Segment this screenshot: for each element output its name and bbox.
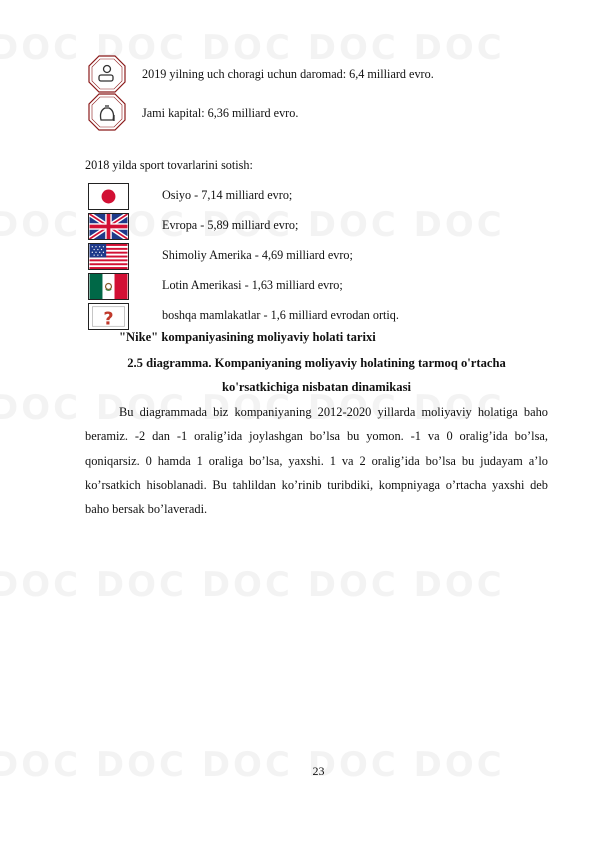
japan-flag-icon [88, 183, 129, 210]
question-mark-icon [88, 303, 129, 330]
money-bag-icon [88, 93, 126, 131]
capital-line: Jami kapital: 6,36 milliard evro. [142, 106, 299, 120]
region-asia: Osiyo - 7,14 milliard evro; [162, 188, 293, 202]
sales-heading: 2018 yilda sport tovarlarini sotish: [85, 158, 253, 172]
region-latin-america: Lotin Amerikasi - 1,63 milliard evro; [162, 278, 343, 292]
income-line: 2019 yilning uch choragi uchun daromad: 6,4 milliard evro. [142, 67, 434, 81]
usa-flag-icon [88, 243, 129, 270]
diagram-caption-line1: 2.5 diagramma. Kompaniyaning moliyaviy holatining tarmoq o'rtacha [127, 356, 506, 370]
section-title: "Nike" kompaniyasining moliyaviy holati tarixi [119, 330, 376, 344]
region-europe: Evropa - 5,89 milliard evro; [162, 218, 299, 232]
region-north-america: Shimoliy Amerika - 4,69 milliard evro; [162, 248, 353, 262]
page-number: 23 [312, 764, 325, 778]
region-other: boshqa mamlakatlar - 1,6 milliard evrodan ortiq. [162, 308, 399, 322]
hand-coin-icon [88, 55, 126, 93]
uk-flag-icon [88, 213, 129, 240]
mexico-flag-icon [88, 273, 129, 300]
body-paragraph: Bu diagrammada biz kompaniyaning 2012-2020 yillarda moliyaviy holatiga baho beramiz. -2 dan -1 oralig’ida joylashgan bo’lsa bu yomon. -1 va 0 oralig’ida bo’lsa, qoniqarsiz. 0 hamda 1 oraliga bo’lsa, yaxshi. 1 va 2 oralig’ida bo’lsa bu judayam a’lo ko’rsatkich hisoblanadi. Bu tahlildan ko’rinib turibdiki, kompniyaga o’rtacha yaxshi deb baho bersak bo’laveradi. [85, 405, 548, 517]
diagram-caption-line2: ko'rsatkichiga nisbatan dinamikasi [222, 380, 411, 394]
svg-text:?: ? [103, 309, 114, 330]
